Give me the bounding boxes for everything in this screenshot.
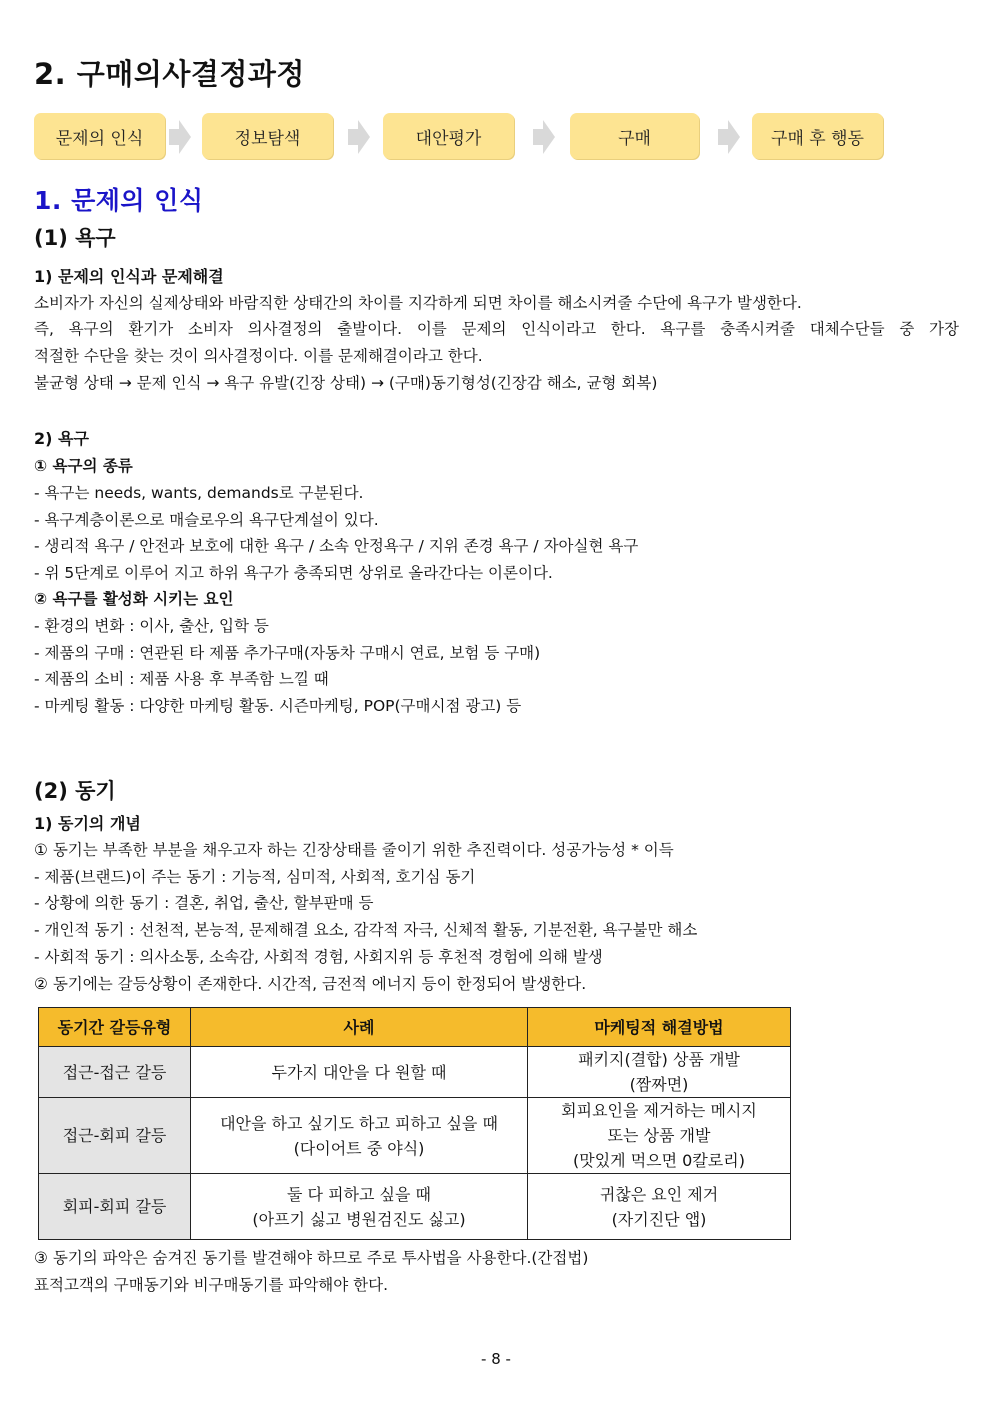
part-heading: 2) 욕구 xyxy=(34,429,89,448)
cell-text: (맛있게 먹으면 0칼로리) xyxy=(573,1151,745,1170)
cell-text: 회피요인을 제거하는 메시지 xyxy=(561,1101,757,1120)
list-item: - 제품(브랜드)이 주는 동기 : 기능적, 심미적, 사회적, 호기심 동기 xyxy=(34,868,476,886)
flow-step-information-search: 정보탐색 xyxy=(202,113,333,159)
body-text: 불균형 상태 → 문제 인식 → 욕구 유발(긴장 상태) → (구매)동기형성(긴장감 해소, 균형 회복) xyxy=(34,374,658,392)
section-heading: 1. 문제의 인식 xyxy=(34,186,204,215)
table-row xyxy=(39,1047,791,1098)
motive-conflict-table xyxy=(38,1007,791,1240)
list-item: - 제품의 소비 : 제품 사용 후 부족함 느낄 때 xyxy=(34,670,329,688)
flow-arrow-icon xyxy=(169,120,191,154)
cell-text: (자기진단 앱) xyxy=(611,1209,707,1229)
cell-text: (다이어트 중 야식) xyxy=(293,1138,425,1158)
conflict-type-cell: 회피-회피 갈등 xyxy=(39,1174,191,1240)
part-heading: 1) 문제의 인식과 문제해결 xyxy=(34,267,224,286)
table-header-cell: 동기간 갈등유형 xyxy=(39,1008,191,1047)
process-flow xyxy=(34,113,894,161)
cell-text: 둘 다 피하고 싶을 때 xyxy=(287,1184,431,1204)
list-item: - 욕구계층이론으로 매슬로우의 욕구단계설이 있다. xyxy=(34,511,379,529)
list-item: - 욕구는 needs, wants, demands로 구분된다. xyxy=(34,484,364,502)
table-header-cell: 마케팅적 해결방법 xyxy=(528,1008,791,1047)
case-cell xyxy=(191,1098,528,1174)
part-heading: 1) 동기의 개념 xyxy=(34,814,141,833)
body-text: ② 동기에는 갈등상황이 존재한다. 시간적, 금전적 에너지 등이 한정되어 발생한다. xyxy=(34,975,587,993)
solution-cell xyxy=(528,1098,791,1174)
conflict-type-cell: 접근-회피 갈등 xyxy=(39,1098,191,1174)
cell-text: (짬짜면) xyxy=(629,1075,689,1094)
flow-step-purchase: 구매 xyxy=(570,113,699,159)
subsection-heading: (1) 욕구 xyxy=(34,226,116,250)
flow-step-post-purchase: 구매 후 행동 xyxy=(752,113,883,159)
body-text: 즉, 욕구의 환기가 소비자 의사결정의 출발이다. 이를 문제의 인식이라고 한다. 욕구를 충족시켜줄 대체수단들 중 가장 xyxy=(34,320,959,338)
body-text: 소비자가 자신의 실제상태와 바람직한 상태간의 차이를 지각하게 되면 차이를 해소시켜줄 수단에 욕구가 발생한다. xyxy=(34,294,802,312)
page-number: - 8 - xyxy=(481,1350,511,1368)
cell-text: 패키지(결합) 상품 개발 xyxy=(578,1050,740,1069)
item-heading: ① 욕구의 종류 xyxy=(34,457,133,475)
list-item: - 환경의 변화 : 이사, 출산, 입학 등 xyxy=(34,617,269,635)
list-item: - 마케팅 활동 : 다양한 마케팅 활동. 시즌마케팅, POP(구매시점 광고) 등 xyxy=(34,697,522,715)
solution-cell xyxy=(528,1174,791,1240)
flow-arrow-icon xyxy=(348,120,370,154)
table-row xyxy=(39,1098,791,1174)
case-cell xyxy=(191,1047,528,1098)
solution-cell xyxy=(528,1047,791,1098)
cell-text: 두가지 대안을 다 원할 때 xyxy=(271,1062,447,1082)
cell-text: 귀찮은 요인 제거 xyxy=(599,1184,719,1204)
table-header-cell: 사례 xyxy=(191,1008,528,1047)
page-title: 2. 구매의사결정과정 xyxy=(34,57,305,91)
cell-text: 대안을 하고 싶기도 하고 피하고 싶을 때 xyxy=(220,1113,498,1133)
item-heading: ② 욕구를 활성화 시키는 요인 xyxy=(34,590,234,608)
flow-arrow-icon xyxy=(533,120,555,154)
cell-text: (아프기 싫고 병원검진도 싫고) xyxy=(252,1209,466,1229)
body-text: ③ 동기의 파악은 숨겨진 동기를 발견해야 하므로 주로 투사법을 사용한다.(간접법) xyxy=(34,1249,589,1267)
case-cell xyxy=(191,1174,528,1240)
list-item: - 생리적 욕구 / 안전과 보호에 대한 욕구 / 소속 안정욕구 / 지위 존경 욕구 / 자아실현 욕구 xyxy=(34,537,639,555)
list-item: - 사회적 동기 : 의사소통, 소속감, 사회적 경험, 사회지위 등 후천적 경험에 의해 발생 xyxy=(34,948,603,966)
list-item: - 위 5단계로 이루어 지고 하위 욕구가 충족되면 상위로 올라간다는 이론이다. xyxy=(34,564,553,582)
cell-text: 또는 상품 개발 xyxy=(607,1126,711,1145)
body-text: 표적고객의 구매동기와 비구매동기를 파악해야 한다. xyxy=(34,1276,389,1294)
list-item: - 개인적 동기 : 선천적, 본능적, 문제해결 요소, 감각적 자극, 신체적 활동, 기분전환, 욕구불만 해소 xyxy=(34,921,698,939)
table-row xyxy=(39,1174,791,1240)
body-text: 적절한 수단을 찾는 것이 의사결정이다. 이를 문제해결이라고 한다. xyxy=(34,347,483,365)
flow-arrow-icon xyxy=(718,120,740,154)
body-text: ① 동기는 부족한 부분을 채우고자 하는 긴장상태를 줄이기 위한 추진력이다. 성공가능성 * 이득 xyxy=(34,841,674,859)
flow-step-alternative-evaluation: 대안평가 xyxy=(383,113,514,159)
list-item: - 상황에 의한 동기 : 결혼, 취업, 출산, 할부판매 등 xyxy=(34,894,374,912)
list-item: - 제품의 구매 : 연관된 타 제품 추가구매(자동차 구매시 연료, 보험 등 구매) xyxy=(34,644,541,662)
conflict-type-cell: 접근-접근 갈등 xyxy=(39,1047,191,1098)
table-header-row xyxy=(39,1008,791,1047)
subsection-heading: (2) 동기 xyxy=(34,779,116,803)
flow-step-problem-recognition: 문제의 인식 xyxy=(34,113,165,159)
